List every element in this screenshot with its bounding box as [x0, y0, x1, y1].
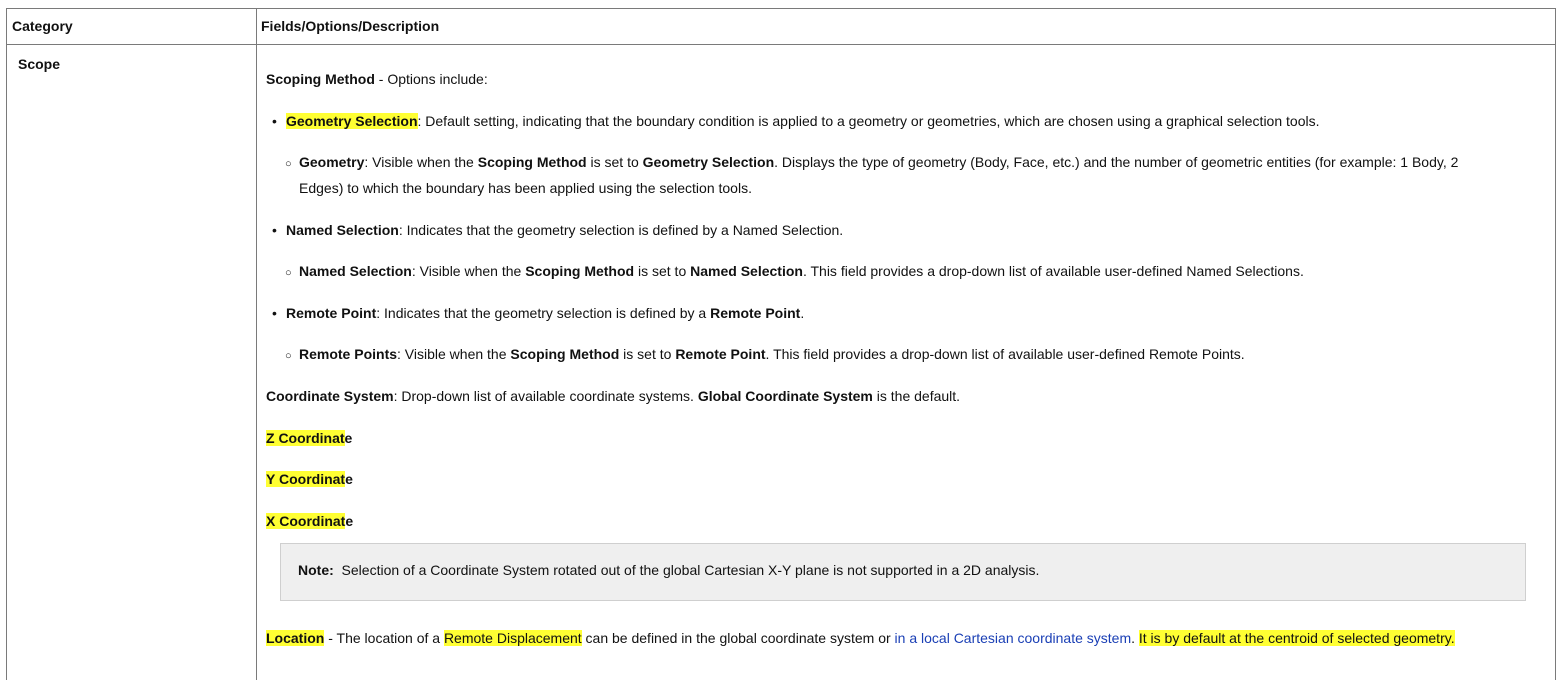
- geometry-line2: Edges) to which the boundary has been applied using the selection tools.: [299, 180, 752, 196]
- table-header: [7, 9, 1555, 45]
- list-item-named-selection-sub: ○ Named Selection: Visible when the Scoping Method is set to Named Selection. This field provides a drop-down list of available user-defined Named Selections.: [285, 261, 1304, 283]
- column-divider: [256, 9, 257, 680]
- geometry-selection-label: Geometry Selection: [286, 113, 418, 129]
- y-coordinate-line: Y Coordinate: [266, 471, 353, 487]
- local-coordinate-system-link[interactable]: in a local Cartesian coordinate system: [894, 630, 1132, 646]
- circle-bullet-icon: ○: [285, 267, 292, 279]
- location-line: Location - The location of a Remote Displacement can be defined in the global coordinate system or in a local Cartesian coordinate system. It is by default at the centroid of selected geometry.: [266, 630, 1455, 646]
- coordinate-system-line: Coordinate System: Drop-down list of available coordinate systems. Global Coordinate System is the default.: [266, 388, 961, 404]
- header-category: Category: [12, 18, 73, 34]
- header-fields: Fields/Options/Description: [261, 18, 440, 34]
- z-coordinate-line: Z Coordinate: [266, 430, 353, 446]
- list-item-remote-points-sub: ○ Remote Points: Visible when the Scoping Method is set to Remote Point. This field provides a drop-down list of available user-defined Remote Points.: [285, 344, 1245, 366]
- circle-bullet-icon: ○: [285, 158, 292, 170]
- bullet-icon: •: [272, 305, 277, 321]
- location-label: Location: [266, 630, 325, 646]
- list-item-geometry: ○ Geometry: Visible when the Scoping Method is set to Geometry Selection. Displays the type of geometry (Body, Face, etc.) and the number of geometric entities (for example: 1 Body, 2: [285, 152, 1458, 174]
- scoping-method-label: Scoping Method: [266, 71, 375, 87]
- note-label: Note:: [298, 562, 334, 578]
- bullet-icon: •: [272, 113, 277, 129]
- list-item-named-selection: • Named Selection: Indicates that the geometry selection is defined by a Named Selection.: [272, 222, 844, 238]
- note-box: [280, 543, 1526, 601]
- list-item-geometry-selection: • Geometry Selection: Default setting, indicating that the boundary condition is applied to a geometry or geometries, which are chosen using a graphical selection tools.: [272, 113, 1320, 129]
- category-scope: Scope: [18, 56, 61, 72]
- x-coordinate-line: X Coordinate: [266, 513, 354, 529]
- bullet-icon: •: [272, 222, 277, 238]
- circle-bullet-icon: ○: [285, 350, 292, 362]
- note-text: Note: Selection of a Coordinate System rotated out of the global Cartesian X-Y plane is not supported in a 2D analysis.: [298, 562, 1040, 578]
- list-item-remote-point: • Remote Point: Indicates that the geometry selection is defined by a Remote Point.: [272, 305, 805, 321]
- scoping-method-line: Scoping Method - Options include:: [266, 71, 488, 87]
